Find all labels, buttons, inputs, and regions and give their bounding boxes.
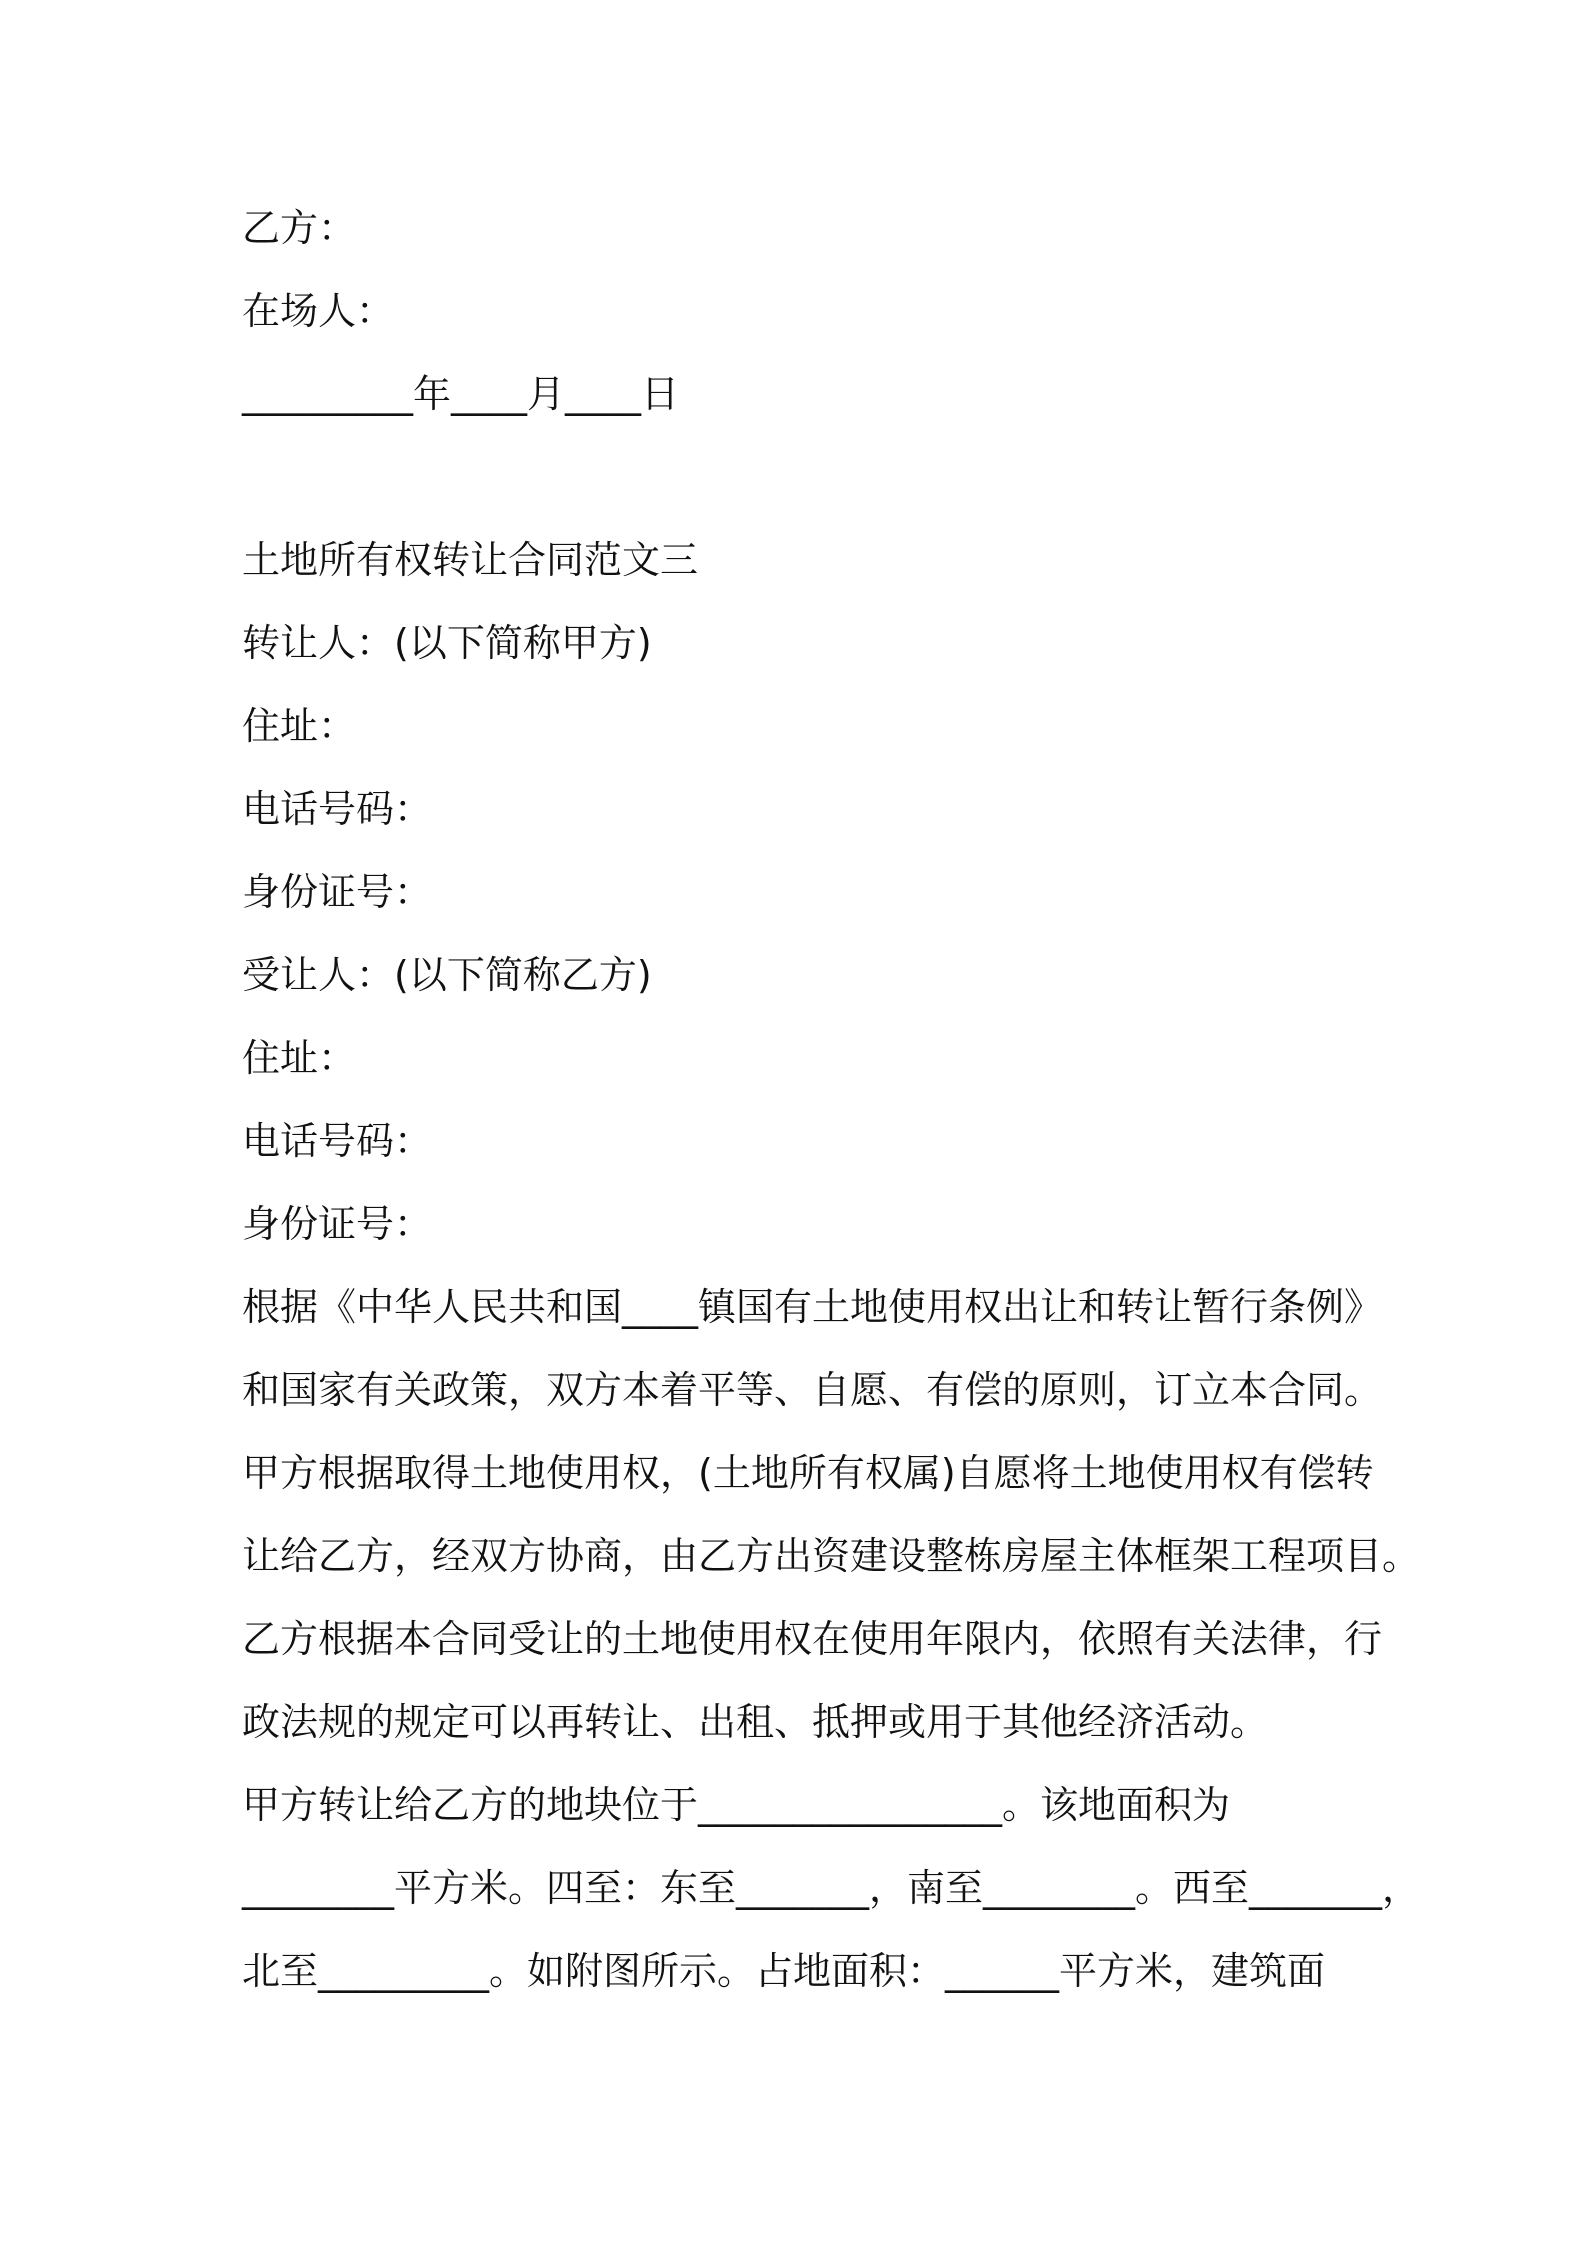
signature-witness: 在场人： [242, 289, 395, 333]
paragraph-1-line-2: 和国家有关政策，双方本着平等、自愿、有偿的原则，订立本合同。 [242, 1368, 1383, 1412]
paragraph-3-line-2: 政法规的规定可以再转让、出租、抵押或用于其他经济活动。 [242, 1700, 1269, 1744]
signature-date-line: _________年____月____日 [242, 372, 680, 416]
signature-party-b: 乙方： [242, 206, 357, 250]
transferor-address: 住址： [242, 704, 357, 748]
paragraph-2-line-2: 让给乙方，经双方协商，由乙方出资建设整栋房屋主体框架工程项目。 [242, 1534, 1421, 1578]
paragraph-1-line-1: 根据《中华人民共和国____镇国有土地使用权出让和转让暂行条例》 [242, 1285, 1383, 1329]
transferee-phone: 电话号码： [242, 1119, 433, 1163]
paragraph-4-line-3: 北至_________。如附图所示。占地面积：______平方米，建筑面 [242, 1949, 1326, 1993]
transferee-id-number: 身份证号： [242, 1202, 433, 1246]
paragraph-4-line-2: ________平方米。四至：东至_______，南至________。西至_______， [242, 1866, 1421, 1910]
transferee-label: 受让人：(以下简称乙方) [242, 953, 652, 997]
transferor-label: 转让人：(以下简称甲方) [242, 621, 652, 665]
transferor-id-number: 身份证号： [242, 870, 433, 914]
paragraph-3-line-1: 乙方根据本合同受让的土地使用权在使用年限内，依照有关法律，行 [242, 1617, 1383, 1661]
transferor-phone: 电话号码： [242, 787, 433, 831]
transferee-address: 住址： [242, 1036, 357, 1080]
section-title: 土地所有权转让合同范文三 [242, 538, 699, 582]
paragraph-4-line-1: 甲方转让给乙方的地块位于________________。该地面积为 [242, 1783, 1231, 1827]
paragraph-2-line-1: 甲方根据取得土地使用权，(土地所有权属)自愿将土地使用权有偿转 [242, 1451, 1374, 1495]
